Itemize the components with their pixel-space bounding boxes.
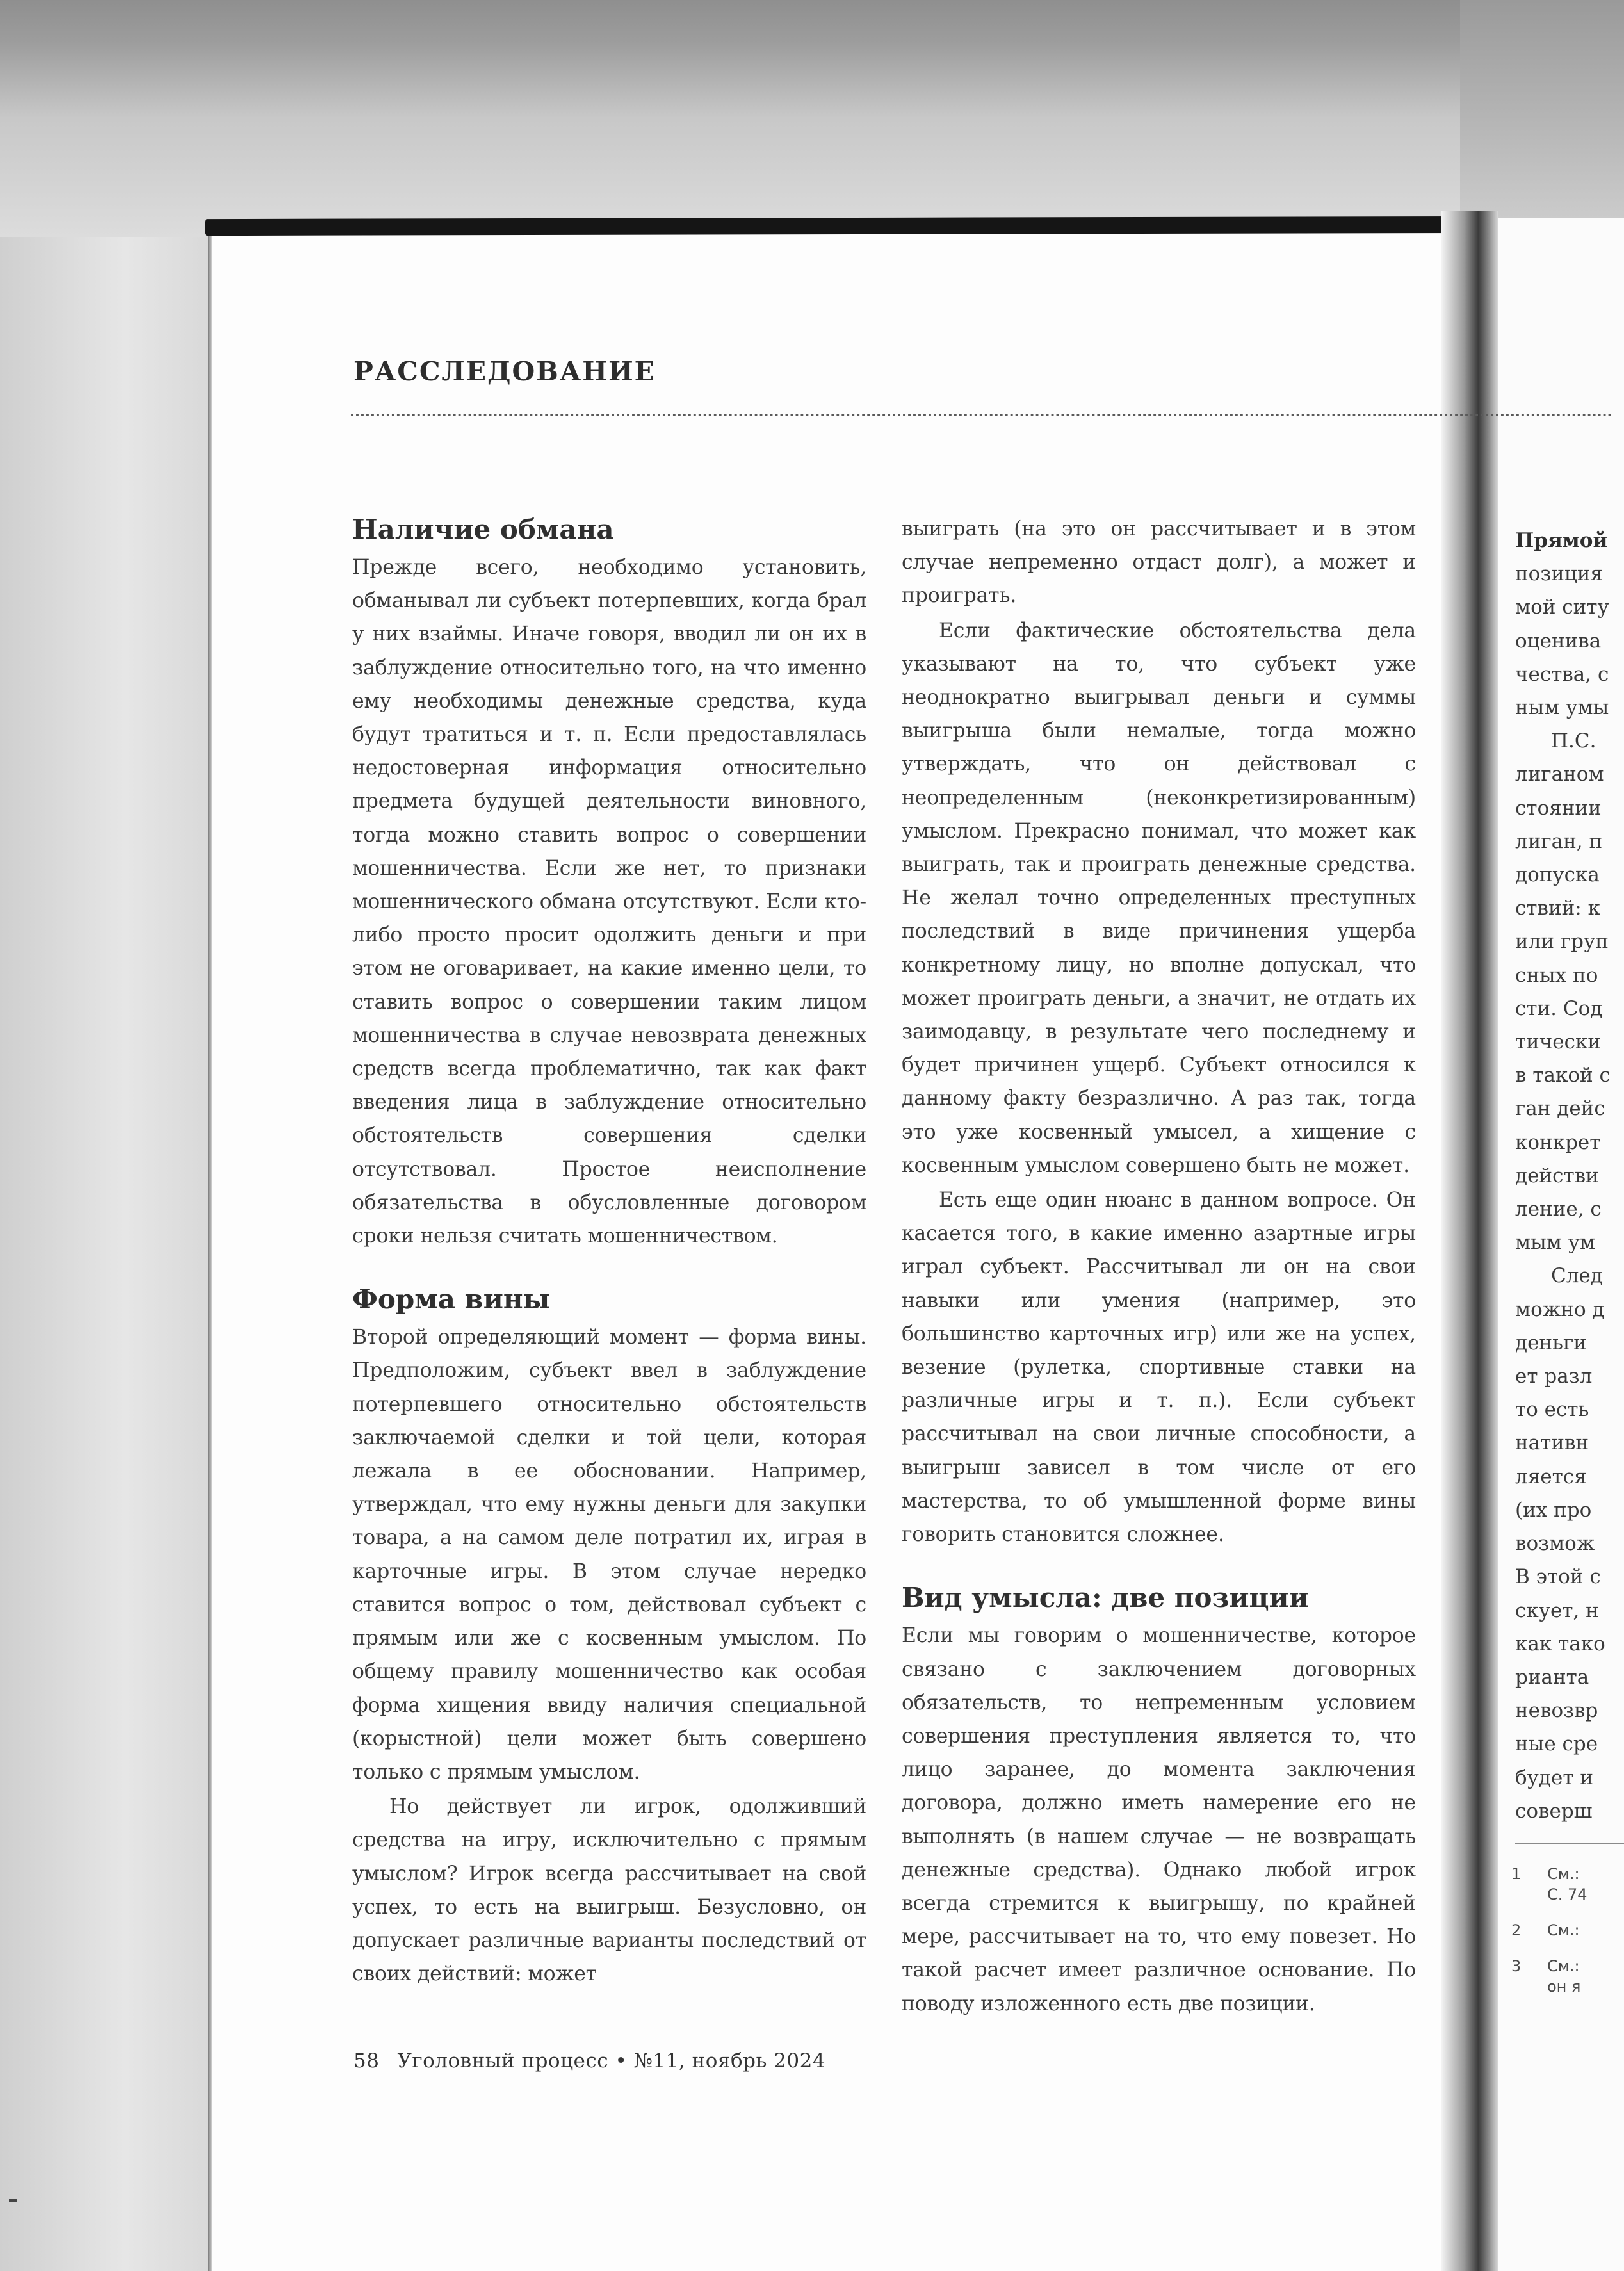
fragment-line: в такой с [1515,1064,1611,1087]
fragment-line: ные сре [1515,1732,1598,1756]
fragment-line: возмож [1515,1532,1595,1556]
fragment-line: невозвр [1515,1699,1598,1723]
fragment-line: (их про [1515,1498,1592,1522]
fragment-line: можно д [1515,1298,1605,1321]
fragment-line: или груп [1515,930,1609,954]
fragment-line: ляется [1515,1465,1587,1488]
fragment-line: действи [1515,1164,1599,1187]
fragment-line: тически [1515,1030,1602,1054]
paragraph: Прежде всего, необходимо установить, обманывал ли субъект потерпевших, когда брал у них взаймы. Иначе говоря, вводил ли он их в заблуждение относительно того, на что именно ему необходимы денежные средства, куда будут тратиться и т. п. Если предоставлялась недостоверная информация относительно предмета будущей деятельности виновного, тогда можно ставить вопрос о совершении мошенничества. Если же нет, то признаки мошеннического обмана отсутствуют. Если кто-либо просто просит одолжить деньги и при этом не оговаривает, на какие именно цели, то ставить вопрос о совершении таким лицом мошенничества в случае невозврата денежных средств всегда проблематично, так как факт введения лица в заблуждение относительно обстоятельств совершения сделки отсутствовал. Простое неисполнение обязательства в обусловленные договором сроки нельзя считать мошенничеством. [352,556,866,1248]
fragment-line: конкрет [1515,1130,1601,1154]
article-column-left [352,512,866,1990]
dotted-divider [351,414,1612,416]
fragment-line: скует, н [1515,1599,1599,1622]
fragment-line: След [1551,1264,1603,1288]
scan-shadow-left [0,237,208,2271]
fragment-line: ление, с [1515,1198,1602,1221]
fragment-line: нативн [1515,1431,1589,1455]
fragment-line: то есть [1515,1398,1589,1422]
paragraph: выиграть (на это он рассчитывает и в этом случае непременно отдаст долг), а может и проиграть. [902,517,1416,608]
fragment-line: стоянии [1515,796,1602,820]
book-gutter [1441,211,1498,2271]
fragment-line: В этой с [1515,1565,1601,1589]
fragment-line: рианта [1515,1665,1589,1689]
journal-issue: Уголовный процесс • №11, ноябрь 2024 [397,2049,826,2072]
fragment-line: оценива [1515,629,1602,653]
page-top-edge [205,216,1473,236]
heading-two-positions: Вид умысла: две позиции [902,1582,1309,1614]
footnote-3: 3 См.: он я [1511,1957,1581,1996]
footnote-1: 1 См.: С. 74 [1511,1865,1587,1903]
scan-shadow-top-right [1460,0,1624,218]
fragment-line: Прямой [1515,529,1608,552]
fragment-line: допуска [1515,863,1600,887]
page-footer [353,2049,825,2072]
fragment-line: лиганом [1515,763,1604,786]
fragment-line: соверш [1515,1799,1593,1823]
fragment-line: будет и [1515,1766,1594,1789]
fragment-line: деньги [1515,1331,1587,1355]
page-number: 58 [353,2049,380,2072]
page-edge-shadow [208,232,212,2271]
paragraph: Но действует ли игрок, одолживший средства на игру, исключительно с прямым умыслом? Игрок всегда рассчитывает на свой успех, то есть на выигрыш. Безусловно, он допускает различные варианты последствий от своих действий: может [352,1795,866,1986]
fragment-line: П.С. [1551,729,1596,753]
fragment-line: сных по [1515,963,1598,987]
fragment-line: лиган, п [1515,829,1603,853]
paragraph: Есть еще один нюанс в данном вопросе. Он касается того, в какие именно азартные игры играл субъект. Рассчитывал ли он на свои навыки или умения (например, это большинство карточных игр) или же на успех, везение (рулетка, спортивные ставки на различные игры и т. п.). Если субъект рассчитывал на свои личные способности, а выигрыш зависел в том числе от его мастерства, то об умышленной форме вины говорить становится сложнее. [902,1189,1416,1547]
fragment-line: как тако [1515,1632,1605,1656]
article-column-right [902,512,1416,2021]
fragment-line: ган дейс [1515,1097,1605,1121]
next-page-fragment [1515,524,1624,1828]
heading-form-of-guilt: Форма вины [352,1283,550,1315]
fragment-line: чества, с [1515,662,1609,686]
fragment-line: ным умы [1515,696,1609,720]
fragment-line: позиция [1515,562,1604,586]
paragraph: Второй определяющий момент — форма вины. Предположим, субъект ввел в заблуждение потерпевшего относительно обстоятельств заключаемой сделки и той цели, которая лежала в ее обосновании. Например, утверждал, что ему нужны деньги для закупки товара, а на самом деле потратил их, играя в карточные игры. В этом случае нередко ставится вопрос о том, действовал субъект с прямым или же с косвенным умыслом. По общему правилу мошенничество как особая форма хищения ввиду наличия специальной (корыстной) цели может быть совершено только с прямым умыслом. [352,1326,866,1784]
fragment-line: мой ситу [1515,596,1609,619]
scan-shadow-top [0,0,1624,237]
fragment-line: ет разл [1515,1365,1593,1388]
fragment-line: мым ум [1515,1231,1596,1255]
section-label: РАССЛЕДОВАНИЕ [353,356,656,387]
paragraph: Если фактические обстоятельства дела указывают на то, что субъект уже неоднократно выигрывал деньги и суммы выигрыша были немалые, тогда можно утверждать, что он действовал с неопределенным (неконкретизированным) умыслом. Прекрасно понимал, что может как выиграть, так и проиграть денежные средства. Не желал точно определенных преступных последствий в виде причинения ущерба конкретному лицу, но вполне допускал, что может проиграть деньги, а значит, не отдать их заимодавцу, в результате чего последнему и будет причинен ущерб. Субъект относился к данному факту безразлично. А раз так, тогда это уже косвенный умысел, а хищение с косвенным умыслом совершено быть не может. [902,619,1416,1177]
fragment-line: ствий: к [1515,897,1600,920]
paragraph: Если мы говорим о мошенничестве, которое связано с заключением договорных обязательств, то непременным условием совершения преступления является то, что лицо заранее, до момента заключения договора, должно иметь намерение его не выполнять (в нашем случае — не возвращать денежные средства). Однако любой игрок всегда стремится к выигрышу, по крайней мере, рассчитывает на то, что ему повезет. Но такой расчет имеет различное основание. По поводу изложенного есть две позиции. [902,1624,1416,2015]
footnote-2: 2 См.: [1511,1921,1580,1939]
scan-mark [9,2199,17,2202]
footnote-divider [1515,1843,1624,1844]
fragment-line: сти. Сод [1515,997,1603,1020]
heading-deception: Наличие обмана [352,514,614,545]
